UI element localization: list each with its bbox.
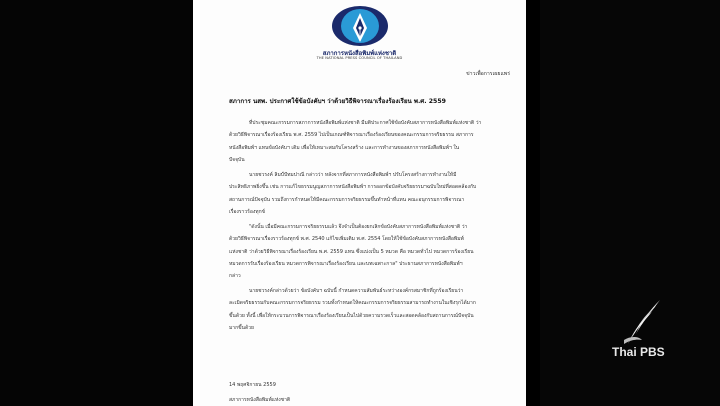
paragraph-line: "ดังนั้น เมื่อมีคณะกรรมการจริยธรรมแล้ว จึงจำเป็นต้องยกเลิกข้อบังคับสภาการหนังสือพิมพ์แห่งชาติ ว่า: [249, 224, 468, 230]
paragraph-line: ที่ประชุมคณะกรรมการสภาการหนังสือพิมพ์แห่งชาติ มีมติประกาศใช้ข้อบังคับสภาการหนังสือพิมพ์แห่งชาติ ว่า: [249, 120, 482, 126]
background-left: [0, 0, 190, 406]
paragraph-2: [229, 169, 506, 218]
paragraph-line: ละเมิดจริยธรรมกับคณะกรรมการจริยธรรม รวมทั้งกำหนดให้คณะกรรมการจริยธรรมสามารถทำงานในเชิงรุกได้มาก: [229, 300, 476, 307]
document-heading: สภาการ นสพ. ประกาศใช้ข้อบังคับฯ ว่าด้วยวิธีพิจารณาเรื่องร้องเรียน พ.ศ. 2559: [229, 98, 446, 105]
paragraph-line: ขึ้นด้วย ทั้งนี้ เพื่อให้กระบวนการพิจารณาเรื่องร้องเรียนเป็นไปด้วยความรวดเร็วและสอดคล้องกับสถานการณ์ปัจจุบัน: [229, 312, 474, 319]
press-council-logo-icon: [331, 4, 389, 48]
thai-pbs-bird-icon: [620, 300, 662, 348]
document-date: 14 พฤศจิกายน 2559: [229, 382, 276, 388]
paragraph-1: [229, 117, 506, 166]
paragraph-line: นายชวรงค์ ลิมป์ปัทมปาณี กล่าวว่า หลังจากที่สภาการหนังสือพิมพ์ฯ ปรับโครงสร้างการทำงานให้มี: [249, 172, 457, 178]
press-release-label: ข่าวเพื่อการเผยแพร่: [466, 71, 510, 77]
org-name-thai: สภาการหนังสือพิมพ์แห่งชาติ: [322, 50, 397, 57]
paragraph-line: ปัจจุบัน: [229, 156, 245, 163]
paragraph-line: แห่งชาติ ว่าด้วยวิธีพิจารณาเรื่องร้องเรียน พ.ศ. 2559 แทน ซึ่งแบ่งเป็น 5 หมวด คือ หมวดทั่วไป หมวดการร้องเรียน: [229, 248, 474, 255]
paragraph-line: มากขึ้นด้วย: [229, 324, 254, 331]
paragraph-line: นายชวรงค์กล่าวด้วยว่า ข้อบังคับฯ ฉบับนี้ กำหนดความสัมพันธ์ระหว่างองค์กรสมาชิกที่ถูกร้องเรียนว่า: [249, 288, 464, 294]
paragraph-line: เรื่องราวร้องทุกข์: [229, 208, 266, 215]
paragraph-3: [229, 221, 506, 282]
paragraph-4: [229, 285, 506, 334]
paragraph-line: ด้วยวิธีพิจารณาเรื่องราวร้องทุกข์ พ.ศ. 2540 แก้ไขเพิ่มเติม พ.ศ. 2554 โดยให้ใช้ข้อบังคับสภาการหนังสือพิมพ์: [229, 236, 464, 243]
paragraph-line: หนังสือพิมพ์ฯ แทนข้อบังคับฯ เดิม เพื่อให้เหมาะสมกับโครงสร้าง และการทำงานของสภาการหนังสือพิมพ์ฯ ใน: [229, 144, 460, 151]
document-signature: สภาการหนังสือพิมพ์แห่งชาติ: [229, 397, 291, 403]
thai-pbs-watermark: Thai PBS: [612, 345, 665, 359]
paragraph-line: ประสิทธิภาพยิ่งขึ้น เช่น การแก้ไขธรรมนูญสภาการหนังสือพิมพ์ฯ การออกข้อบังคับจริยธรรมฯฉบับใหม่ที่สอดคล้องกับ: [229, 184, 477, 191]
paragraph-line: ด้วยวิธีพิจารณาเรื่องร้องเรียน พ.ศ. 2559 ไปเป็นเกณฑ์พิจารณาเรื่องร้องเรียนของคณะกรรมการจริยธรรม สภาการ: [229, 132, 474, 139]
paragraph-line: กล่าว: [229, 273, 241, 280]
paragraph-line: สถานการณ์ปัจจุบัน รวมถึงการกำหนดให้มีคณะกรรมการจริยธรรมขึ้นทำหน้าที่แทน คณะอนุกรรมการพิจารณา: [229, 196, 465, 203]
org-name-english: THE NATIONAL PRESS COUNCIL OF THAILAND: [316, 56, 403, 60]
press-release-document: [193, 0, 526, 406]
paragraph-line: หมวดการรับเรื่องร้องเรียน หมวดการพิจารณาเรื่องร้องเรียน และบทเฉพาะกาล" ประธานสภาการหนังสือพิมพ์ฯ: [229, 260, 463, 267]
